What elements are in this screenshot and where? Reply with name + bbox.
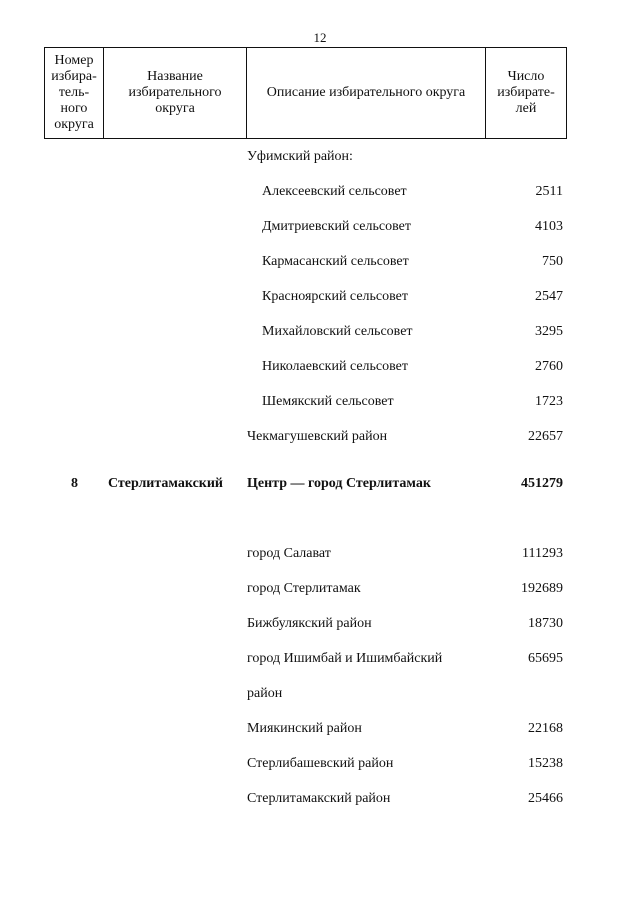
row-description: Миякинский район [247,721,362,736]
row-description: Шемякский сельсовет [262,394,394,409]
list-item [0,357,640,377]
list-item [0,719,640,739]
row-count: 15238 [528,756,563,771]
row-count: 2547 [535,289,563,304]
row-description: город Стерлитамак [247,581,361,596]
header-name: Название избирательного округа [104,48,247,139]
list-item [0,322,640,342]
row-count: 3295 [535,324,563,339]
list-item [0,147,640,167]
row-count: 65695 [528,651,563,666]
list-item [0,252,640,272]
row-description: город Салават [247,546,331,561]
row-description: Стерлитамакский район [247,791,391,806]
district-name: Стерлитамакский [108,476,223,491]
row-description: Бижбулякский район [247,616,372,631]
row-description: Уфимский район: [247,149,353,164]
row-count: 18730 [528,616,563,631]
district-total: 451279 [521,476,563,491]
list-item [0,544,640,564]
list-item [0,684,640,704]
row-count: 192689 [521,581,563,596]
row-description: район [247,686,283,701]
header-number: Номер избира- тель- ного округа [45,48,104,139]
list-item [0,217,640,237]
row-count: 22168 [528,721,563,736]
row-count: 1723 [535,394,563,409]
list-item [0,287,640,307]
table-header [44,47,567,139]
row-description: Дмитриевский сельсовет [262,219,411,234]
district-center: Центр — город Стерлитамак [247,476,431,491]
row-description: Алексеевский сельсовет [262,184,407,199]
row-description: Николаевский сельсовет [262,359,408,374]
list-item [0,754,640,774]
list-item [0,649,640,669]
district-number: 8 [71,476,78,491]
list-item [0,392,640,412]
row-count: 2760 [535,359,563,374]
row-description: Чекмагушевский район [247,429,388,444]
list-item [0,614,640,634]
row-description: Стерлибашевский район [247,756,394,771]
row-count: 4103 [535,219,563,234]
row-count: 25466 [528,791,563,806]
page-number: 12 [313,30,327,45]
district-row [0,474,640,494]
header-voters: Число избирате- лей [486,48,567,139]
list-item [0,579,640,599]
row-description: Михайловский сельсовет [262,324,413,339]
list-item [0,182,640,202]
row-description: Кармасанский сельсовет [262,254,409,269]
row-description: Красноярский сельсовет [262,289,408,304]
list-item [0,789,640,809]
header-description: Описание избирательного округа [247,48,486,139]
list-item [0,427,640,447]
row-count: 2511 [535,184,563,199]
row-description: город Ишимбай и Ишимбайский [247,651,443,666]
row-count: 22657 [528,429,563,444]
row-count: 111293 [522,546,563,561]
row-count: 750 [542,254,563,269]
